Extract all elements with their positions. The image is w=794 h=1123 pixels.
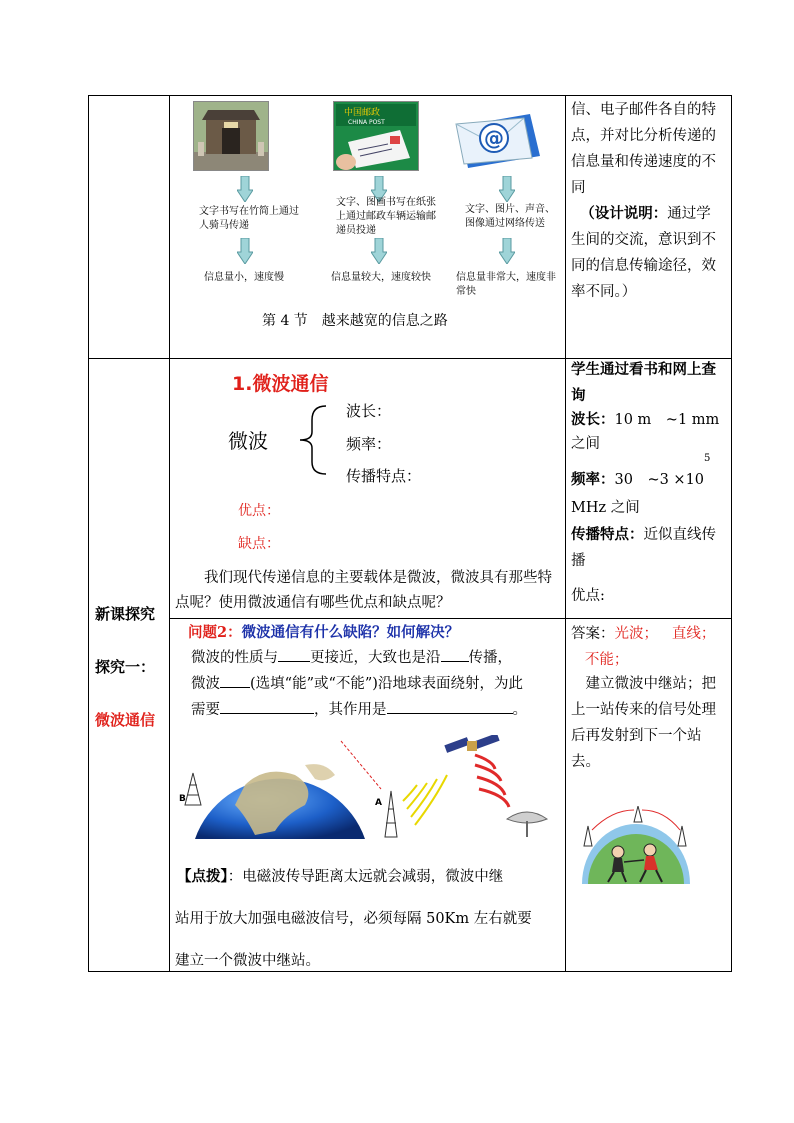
slide-center-word: 微波: [228, 429, 268, 453]
gate-icon: [194, 102, 268, 170]
tower-b-icon: [185, 773, 201, 805]
branch-frequency: 频率：: [346, 435, 392, 453]
propagation-note: 传播特点：近似直线传播: [571, 526, 716, 569]
column-divider-1: [169, 96, 170, 971]
signal-waves-icon: [403, 775, 447, 825]
answer-explanation: 建立微波中继站；把上一站传来的信号处理后再发射到下一个站去。: [571, 676, 716, 770]
blank-2[interactable]: [441, 647, 469, 662]
post-envelope-icon: [334, 102, 418, 170]
row-divider-2: [169, 618, 731, 619]
advantage-label: 优点：: [238, 503, 280, 519]
brace-icon: [296, 402, 336, 478]
flow-result-1: 信息量小，速度慢: [204, 272, 284, 283]
section-title: 第 4 节 越来越宽的信息之路: [262, 313, 448, 329]
top-right-text: 信、电子邮件各自的特点，并对比分析传递的信息量和传递速度的不同: [571, 102, 716, 196]
blank-4[interactable]: [220, 699, 314, 714]
tip-paragraph: 【点拨】：电磁波传导距离太远就会减弱，微波中继 站用于放大加强电磁波信号，必须每隔 50Km 左右就要 建立一个微波中继站。: [175, 868, 532, 969]
china-post-photo: [333, 101, 419, 171]
disadvantage-label: 缺点：: [238, 536, 280, 552]
svg-text:中国邮政: 中国邮政: [344, 108, 381, 118]
microwave-question: 我们现代传递信息的主要载体是微波，微波具有那些特点呢？使用微波通信有哪些优点和缺点呢？: [175, 570, 552, 611]
blank-3[interactable]: [220, 673, 250, 688]
flow-result-3: 信息量非常大，速度非常快: [456, 272, 556, 297]
left-heading-1: 新课探究: [95, 605, 156, 623]
down-arrow-icon: [499, 176, 515, 202]
design-text: 通过学生间的交流，意识到不同的信息传输途径，效率不同。）: [571, 206, 716, 300]
advantage-note: 优点:: [571, 588, 605, 604]
tower-a-icon: [385, 791, 397, 837]
design-note: [571, 201, 723, 305]
slide-title: 1.微波通信: [232, 373, 329, 395]
answer-line: 答案：光波； 直线； 不能；: [571, 626, 716, 668]
blank-5[interactable]: [387, 699, 513, 714]
svg-text:@: @: [484, 126, 504, 150]
down-arrow-icon: [371, 238, 387, 264]
svg-text:CHINA POST: CHINA POST: [348, 119, 385, 126]
fill-line-1: 微波的性质与 更接近，大致也是沿 传播，: [191, 645, 561, 671]
design-label: （设计说明：: [580, 205, 668, 222]
fill-line-2: 微波 (选填“能”或“不能”)沿地球表面绕射，为此: [191, 671, 561, 697]
wavelength-note: 波长：10 m ~1 mm 之间: [571, 411, 720, 452]
label-b: B: [179, 794, 186, 804]
flow-desc-2: 文字、图画书写在纸张上通过邮政车辆运输邮递员投递: [336, 197, 436, 236]
down-arrow-icon: [237, 238, 253, 264]
red-waves-icon: [475, 755, 509, 807]
left-heading-3: 微波通信: [95, 711, 156, 729]
relay-cartoon: [578, 806, 694, 886]
email-photo: [450, 104, 548, 174]
dish-icon: [507, 812, 547, 837]
down-arrow-icon: [237, 176, 253, 202]
blank-1[interactable]: [278, 647, 310, 662]
down-arrow-icon: [499, 238, 515, 264]
research-heading: 学生通过看书和网上查询: [571, 361, 716, 404]
problem-2: 问题2：微波通信有什么缺陷？如何解决？: [188, 624, 460, 641]
fill-line-3: 需要 ，其作用是 。: [191, 697, 561, 723]
freq-exponent: 5: [704, 453, 711, 464]
left-heading-2: 探究一：: [95, 658, 156, 676]
frequency-note: 频率：30 ~3 ×10 MHz 之间: [571, 471, 705, 516]
flow-desc-1: 文字书写在竹简上通过人骑马传递: [199, 206, 299, 231]
flow-result-2: 信息量较大，速度较快: [331, 272, 431, 283]
bamboo-gate-photo: [193, 101, 269, 171]
branch-propagation: 传播特点：: [346, 467, 422, 485]
email-at-icon: [450, 104, 548, 174]
earth-relay-illustration: [175, 735, 559, 839]
satellite-icon: [444, 735, 499, 753]
branch-wavelength: 波长：: [346, 402, 392, 420]
label-a: A: [375, 798, 382, 808]
column-divider-2: [565, 96, 566, 971]
flow-desc-3: 文字、图片、声音、图像通过网络传送: [465, 204, 555, 229]
